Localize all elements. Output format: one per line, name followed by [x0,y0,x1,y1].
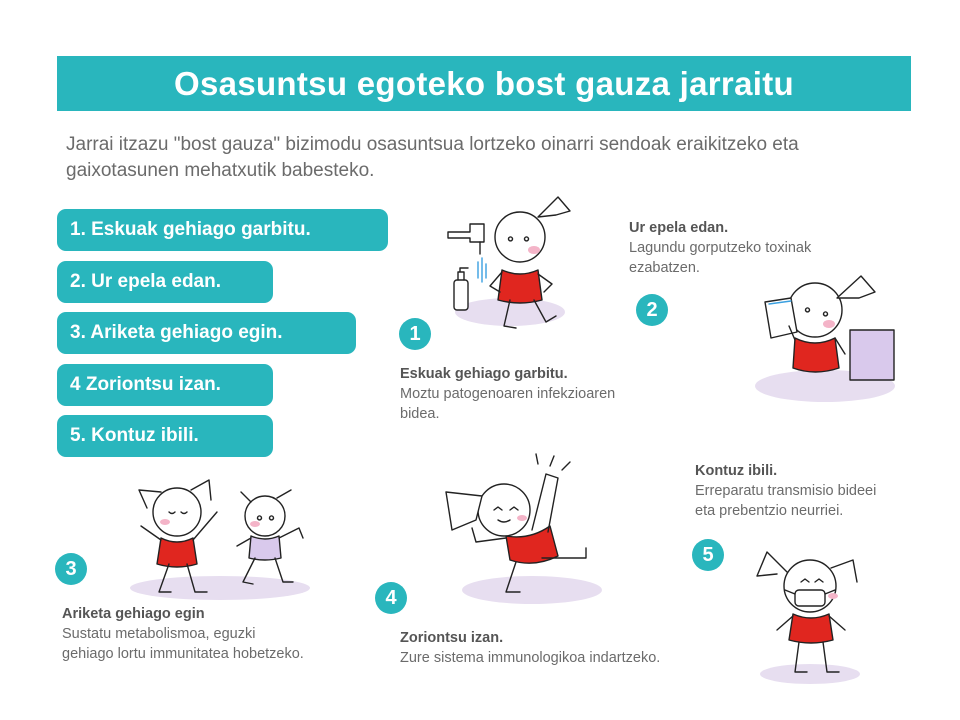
intro-text: Jarrai itzazu "bost gauza" bizimodu osasuntsua lortzeko oinarri sendoak eraikitzeko eta gaixotasunen mehatxutik babesteko. [66,134,799,181]
step-description: bidea. [400,406,440,422]
step-caption-be-happy [400,628,660,668]
illustration-drinking-water [735,268,915,408]
list-item-label: 5. Kontuz ibili. [70,425,199,446]
list-item-wash-hands [57,209,388,251]
list-item-be-careful [57,415,273,457]
step-heading: Zoriontsu izan. [400,630,504,646]
step-number-badge: 2 [636,294,668,326]
list-item-label: 4 Zoriontsu izan. [70,374,221,395]
illustration-exercise [115,476,325,606]
step-description: Erreparatu transmisio bideei [695,483,877,499]
step-heading: Ur epela edan. [629,220,729,236]
step-description: eta prebentzio neurriei. [695,503,844,519]
step-heading: Eskuak gehiago garbitu. [400,366,568,382]
step-heading: Kontuz ibili. [695,463,778,479]
step-number-badge: 4 [375,582,407,614]
step-description: ezabatzen. [629,260,700,276]
title-banner [57,56,911,111]
step-number-badge: 1 [399,318,431,350]
illustration-be-careful [745,538,895,688]
list-item-exercise [57,312,356,354]
list-item-label: 1. Eskuak gehiago garbitu. [70,219,311,240]
step-description: Lagundu gorputzeko toxinak [629,240,812,256]
illustration-be-happy [432,454,612,614]
step-number-badge: 3 [55,553,87,585]
step-number-badge: 5 [692,539,724,571]
list-item-label: 2. Ur epela edan. [70,271,222,292]
step-description: Moztu patogenoaren infekzioaren [400,386,616,402]
list-item-be-happy [57,364,273,406]
step-description: gehiago lortu immunitatea hobetzeko. [62,646,304,662]
step-caption-be-careful [695,461,876,521]
page-title: Osasuntsu egoteko bost gauza jarraitu [174,64,794,102]
step-caption-exercise [62,604,304,664]
illustration-washing-hands [440,192,590,342]
list-item-label: 3. Ariketa gehiago egin. [70,322,283,343]
step-description: Zure sistema immunologikoa indartzeko. [400,650,661,666]
step-caption-wash-hands [400,364,615,424]
list-item-warm-water [57,261,273,303]
step-heading: Ariketa gehiago egin [62,606,205,622]
step-description: Sustatu metabolismoa, eguzki [62,626,256,642]
